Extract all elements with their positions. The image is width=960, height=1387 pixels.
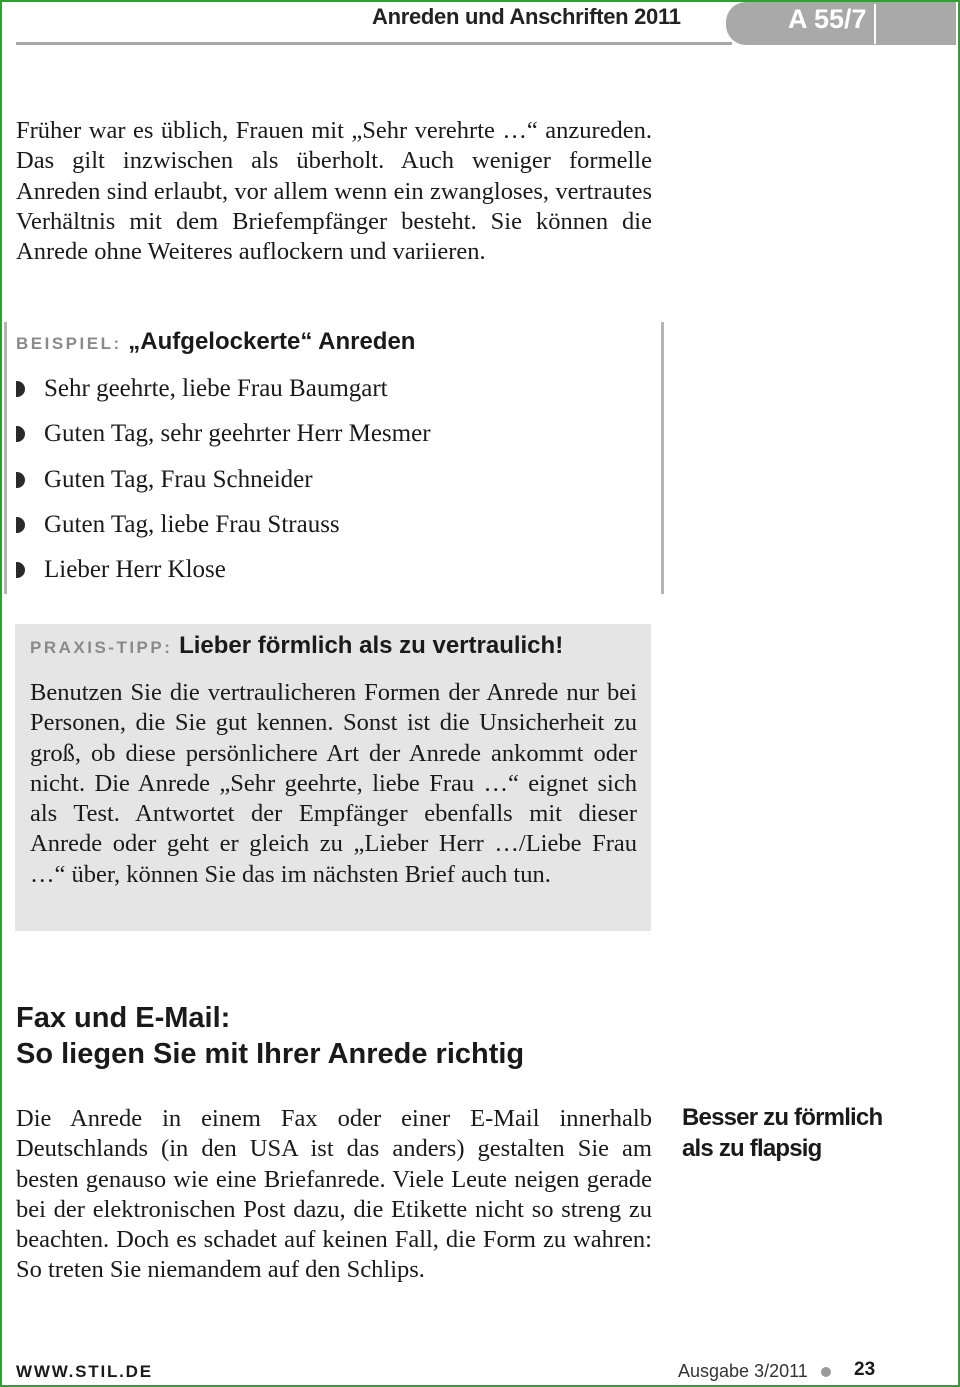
example-list [16, 370, 431, 596]
section-code: A 55/7 [788, 4, 867, 34]
section-title-line1: Fax und E-Mail: [16, 1002, 231, 1034]
margin-note [682, 1102, 912, 1164]
list-item: Guten Tag, liebe Frau Strauss [16, 506, 431, 551]
section-paragraph: Die Anrede in einem Fax oder einer E-Mail innerhalb Deutschlands (in den USA ist das anders) gestalten Sie am besten genauso wie eine Briefanrede. Viele Leute neigen gerade bei der elektronischen Post dazu, die Etikette nicht so streng zu beachten. Doch es schadet auf keinen Fall, die Form zu wahren: So treten Sie niemandem auf den Schlips. [16, 1105, 652, 1284]
margin-note-line1: Besser zu förmlich [682, 1104, 883, 1131]
section-title [16, 1000, 524, 1072]
list-item: Guten Tag, Frau Schneider [16, 461, 431, 506]
footer-url: WWW.STIL.DE [16, 1362, 153, 1381]
tip-title: Lieber förmlich als zu vertraulich! [179, 632, 564, 659]
footer-issue: Ausgabe 3/2011 [678, 1361, 808, 1381]
list-item: Guten Tag, sehr geehrter Herr Mesmer [16, 415, 431, 460]
header-rule [16, 42, 732, 45]
example-heading [16, 328, 415, 356]
bullet-icon [16, 426, 25, 442]
example-box-left-rule [4, 322, 7, 594]
example-box-right-rule [661, 322, 664, 594]
section-title-line2: So liegen Sie mit Ihrer Anrede richtig [16, 1038, 525, 1070]
bullet-icon [16, 562, 25, 578]
intro-paragraph: Früher war es üblich, Frauen mit „Sehr verehrte …“ anzureden. Das gilt inzwischen als überholt. Auch weniger formelle Anreden sind erlaubt, vor allem wenn ein zwangloses, vertrautes Verhältnis mit dem Briefempfänger besteht. Sie können die Anrede ohne Weiteres auflockern und variieren. [16, 117, 652, 266]
bullet-icon [16, 472, 25, 488]
list-item: Sehr geehrte, liebe Frau Baumgart [16, 370, 431, 415]
tip-paragraph: Benutzen Sie die vertraulicheren Formen der Anrede nur bei Personen, die Sie gut kennen. Sonst ist die Unsicherheit zu groß, ob diese persönlichere Art der Anrede ankommt oder nicht. Die Anrede „Sehr geehrte, liebe Frau …“ eignet sich als Test. Antwortet der Empfänger ebenfalls mit dieser Anrede oder geht er gleich zu „Lieber Herr …/Liebe Frau …“ über, können Sie das im nächsten Brief auch tun. [30, 679, 637, 888]
example-title: „Aufgelockerte“ Anreden [128, 328, 416, 355]
tip-label: PRAXIS-TIPP: [30, 638, 173, 657]
page-number: 23 [854, 1359, 876, 1380]
tip-heading [30, 632, 563, 660]
footer-dot-icon [821, 1367, 831, 1377]
bullet-icon [16, 381, 25, 397]
margin-note-line2: als zu flapsig [682, 1135, 822, 1162]
bullet-icon [16, 517, 25, 533]
list-item: Lieber Herr Klose [16, 551, 431, 596]
running-header-title: Anreden und Anschriften 2011 [372, 4, 681, 29]
example-label: BEISPIEL: [16, 334, 122, 353]
section-code-divider [874, 4, 876, 44]
